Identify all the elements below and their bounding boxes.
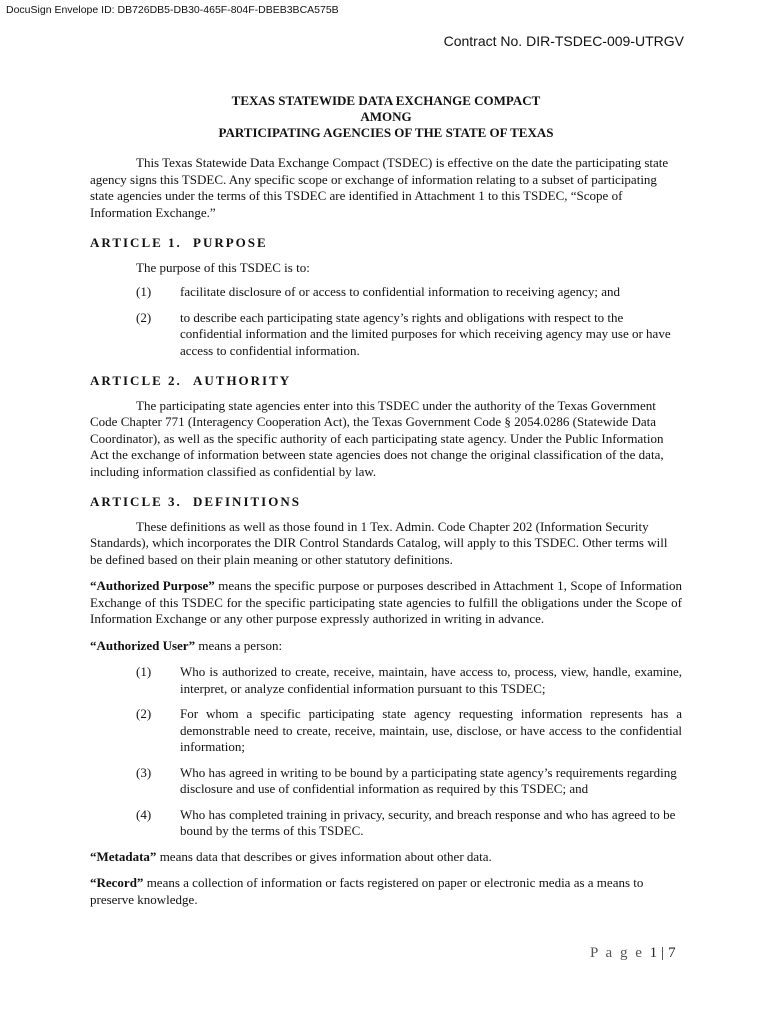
envelope-id: DocuSign Envelope ID: DB726DB5-DB30-465F-804F-DBEB3BCA575B [6,4,339,16]
article-3-number: ARTICLE 3. [90,494,182,509]
title-line-3: PARTICIPATING AGENCIES OF THE STATE OF TEXAS [218,125,554,140]
term-authorized-purpose: “Authorized Purpose” [90,578,215,593]
list-item-number: (2) [136,706,152,721]
article-2-heading [90,373,682,390]
page-separator: | [661,945,667,961]
document-body [90,93,682,918]
list-item-number: (1) [136,664,152,679]
list-item-number: (1) [136,284,152,299]
list-item-text: Who has completed training in privacy, security, and breach response and who has agreed to be bound by the terms of this TSDEC. [180,806,676,838]
article-2-title: AUTHORITY [193,373,292,388]
term-record: “Record” [90,875,144,890]
list-item [90,664,682,697]
page-total: 7 [668,945,678,961]
definition-authorized-user [90,638,682,655]
list-item-text: facilitate disclosure of or access to confidential information to receiving agency; and [180,284,621,299]
title-line-1: TEXAS STATEWIDE DATA EXCHANGE COMPACT [231,93,541,108]
list-item [90,765,682,798]
list-item-text: Who is authorized to create, receive, maintain, have access to, process, view, handle, examine, interpret, or analyze confidential information pursuant to this TSDEC; [180,664,682,696]
list-item [90,807,682,840]
list-item [90,284,682,301]
list-item-number: (3) [136,764,152,780]
page-word: P a g e [590,945,644,961]
definitions-paragraph: These definitions as well as those found in 1 Tex. Admin. Code Chapter 202 (Information Security Standards), which incorporates the DIR Control Standards Catalog, will apply to this TSDEC. Other terms will be defined based on their plain meaning or other statutory definitions. [90,518,668,567]
list-item-number: (2) [136,309,152,325]
definition-record [90,875,682,908]
article-1-title: PURPOSE [193,235,268,250]
article-3-title: DEFINITIONS [193,494,301,509]
definition-authorized-purpose [90,578,682,628]
contract-number: Contract No. DIR-TSDEC-009-UTRGV [443,33,684,49]
list-item-text: For whom a specific participating state agency requesting information represents has a demonstrable need to create, receive, maintain, use, disclose, or have access to the confidential information; [180,706,682,754]
page-current: 1 [649,945,660,961]
definition-text: means a person: [195,637,283,653]
definition-text: means the specific purpose or purposes described in Attachment 1, Scope of Information Exchange of this TSDEC for the specific participating state agencies to fulfill the obligations under the Scope of Information Exchange or any other purpose expressly authorized in writing in advance. [90,578,682,626]
definition-text: means data that describes or gives information about other data. [156,848,492,864]
intro-paragraph: This Texas Statewide Data Exchange Compact (TSDEC) is effective on the date the participating state agency signs this TSDEC. Any specific scope or exchange of information relating to a subset of participating state agencies under the terms of this TSDEC are identified in Attachment 1 to this TSDEC, “Scope of Information Exchange.” [90,155,669,220]
definition-text: means a collection of information or facts registered on paper or electronic media as a means to preserve knowledge. [90,875,644,907]
list-item [90,310,682,360]
purpose-lead: The purpose of this TSDEC is to: [136,259,310,275]
article-1-heading [90,235,682,252]
title-line-2: AMONG [360,109,412,124]
article-3-heading [90,494,682,511]
list-item-text: Who has agreed in writing to be bound by a participating state agency’s requirements regarding disclosure and use of confidential information as required by this TSDEC; and [180,764,677,796]
term-authorized-user: “Authorized User” [90,637,196,653]
term-metadata: “Metadata” [90,848,157,864]
article-2-number: ARTICLE 2. [90,373,182,388]
article-1-number: ARTICLE 1. [90,235,182,250]
list-item [90,706,682,756]
definition-metadata [90,849,682,866]
document-title [90,93,682,141]
page-number [590,945,678,962]
list-item-number: (4) [136,806,152,822]
authority-paragraph: The participating state agencies enter into this TSDEC under the authority of the Texas Government Code Chapter 771 (Interagency Cooperation Act), the Texas Government Code § 2054.0286 (Statewide Data Coordinator), as well as the specific authority of each participating state agency. Under the Public Information Act the exchange of information between state agencies does not change the original classification of the data, including information classified as confidential by law. [90,397,664,479]
list-item-text: to describe each participating state agency’s rights and obligations with respect to the confidential information and the limited purposes for which receiving agency may use or have access to confidential information. [180,309,671,358]
